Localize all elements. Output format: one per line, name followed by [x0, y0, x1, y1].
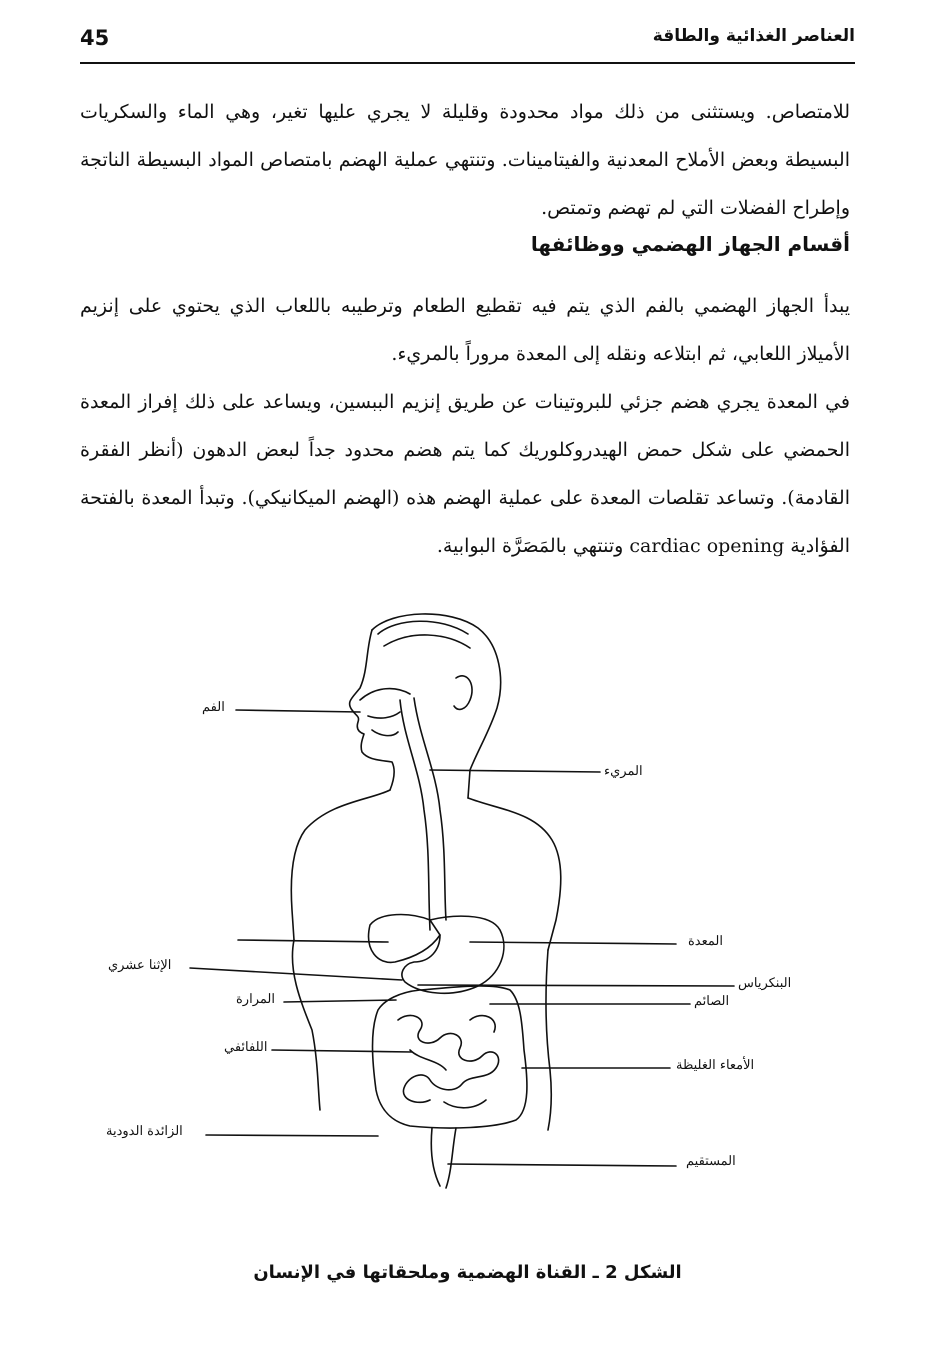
page-header — [80, 20, 855, 64]
pointer-pancreas — [418, 985, 734, 986]
label-large-intestine: الأمعاء الغليظة — [676, 1058, 755, 1073]
header-rule — [80, 62, 855, 64]
pointer-esophagus — [430, 770, 600, 772]
paragraph-intro: للامتصاص. ويستثنى من ذلك مواد محدودة وقليلة لا يجري عليها تغير، وهي الماء والسكريات البسيطة وبعض الأملاح المعدنية والفيتامينات. وتنتهي عملية الهضم بامتصاص المواد البسيطة الناتجة وإطراح الفضلات التي لم تهضم وتمتص. — [80, 101, 850, 219]
label-stomach: المعدة — [688, 934, 723, 949]
small-intestine-coils — [398, 1015, 499, 1107]
label-mouth: الفم — [202, 700, 225, 715]
face-outline — [350, 630, 395, 790]
label-appendix: الزائدة الدودية — [106, 1124, 183, 1139]
paragraph-mouth: يبدأ الجهاز الهضمي بالفم الذي يتم فيه تقطيع الطعام وترطيبه باللعاب الذي يحتوي على إنزيم الأميلاز اللعابي، ثم ابتلاعه ونقله إلى المعدة مروراً بالمريء. — [80, 295, 850, 365]
torso-left — [292, 940, 320, 1110]
label-duodenum: الإثنا عشري — [108, 958, 172, 973]
label-jejunum: الصائم — [694, 994, 730, 1009]
page-number: 45 — [80, 26, 110, 50]
pointer-appendix — [206, 1135, 378, 1136]
pointer-ileum — [272, 1050, 412, 1052]
large-intestine-frame — [373, 986, 527, 1128]
running-title: العناصر الغذائية والطاقة — [652, 26, 855, 46]
esophagus-tube — [400, 700, 430, 930]
label-gallbladder: المرارة — [236, 992, 275, 1007]
pointer-rectum — [448, 1164, 676, 1166]
label-pancreas: البنكرياس — [738, 976, 792, 991]
digestive-system-drawing — [0, 590, 935, 1240]
label-rectum: المستقيم — [686, 1154, 736, 1169]
neck-shoulder-left — [291, 790, 390, 940]
hair — [378, 621, 470, 648]
esophagus-tube-inner — [414, 698, 446, 920]
rectum-shape — [431, 1128, 456, 1188]
section-heading: أقسام الجهاز الهضمي ووظائفها — [530, 232, 850, 256]
ear — [454, 676, 472, 710]
digestive-system-figure — [0, 590, 935, 1240]
pointer-liver — [238, 940, 388, 942]
label-esophagus: المريء — [604, 764, 643, 779]
torso-right — [546, 950, 551, 1130]
neck-shoulder-right — [468, 798, 561, 950]
label-ileum: اللفائفي — [224, 1040, 268, 1055]
pointer-stomach — [470, 942, 676, 944]
figure-caption: الشكل 2 ـ القناة الهضمية وملحقاتها في الإنسان — [253, 1262, 682, 1283]
paragraph-stomach: في المعدة يجري هضم جزئي للبروتينات عن طريق إنزيم الببسين، ويساعد على ذلك إفراز المعدة الحمضي على شكل حمض الهيدروكلوريك كما يتم هضم محدود جداً لبعض الدهون (أنظر الفقرة القادمة). وتساعد تقلصات المعدة على عملية الهضم هذه (الهضم الميكانيكي). وتبدأ المعدة بالفتحة الفؤادية cardiac opening وتنتهي بالمَصَرَّة البوابية. — [80, 391, 850, 557]
pointer-mouth — [236, 710, 360, 712]
pointer-duodenum — [190, 968, 402, 980]
